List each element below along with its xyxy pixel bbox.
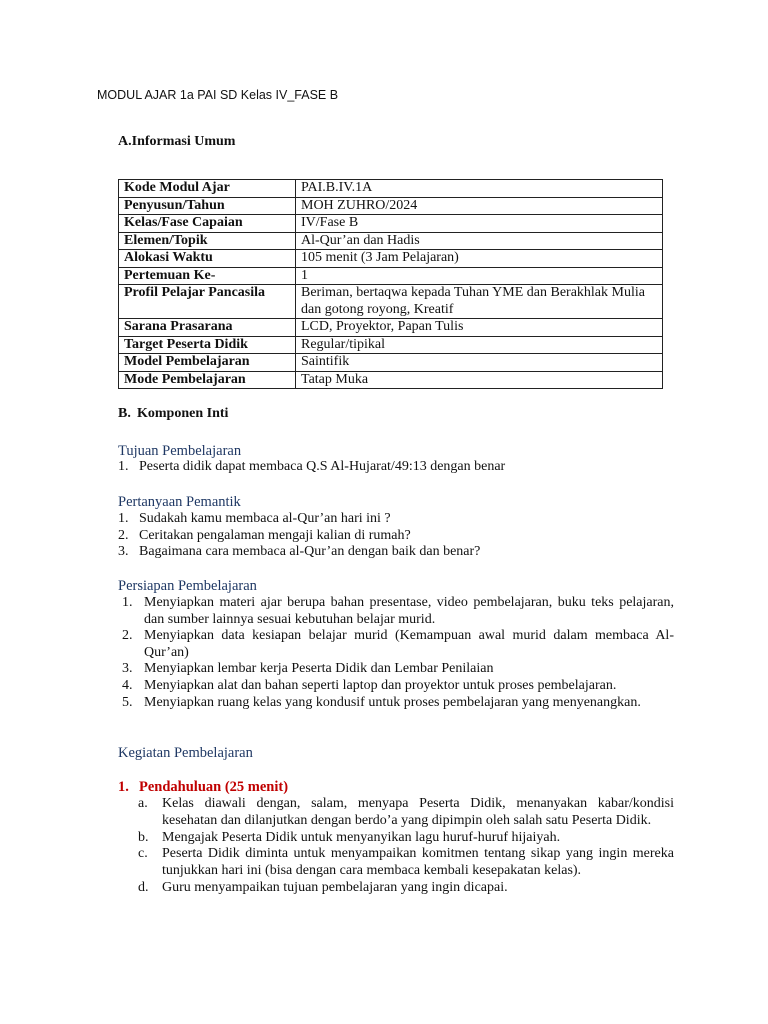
table-value: Al-Qur’an dan Hadis xyxy=(296,232,663,250)
pertanyaan-list xyxy=(118,511,674,561)
table-key: Kelas/Fase Capaian xyxy=(119,215,296,233)
tujuan-list xyxy=(118,459,674,476)
table-key: Kode Modul Ajar xyxy=(119,180,296,198)
pendahuluan-title: Pendahuluan (25 menit) xyxy=(139,779,289,795)
table-row xyxy=(119,354,663,372)
tujuan-heading: Tujuan Pembelajaran xyxy=(118,443,242,459)
list-item: 4. Menyiapkan alat dan bahan seperti laptop dan proyektor untuk proses pembelajaran. xyxy=(122,677,617,693)
list-item: a. Kelas diawali dengan, salam, menyapa Peserta Didik, menanyakan kabar/kondisi kesehatan dan dilanjutkan dengan berdo’a yang dipimpin oleh salah satu Peserta Didik. xyxy=(138,796,674,828)
table-row xyxy=(119,267,663,285)
table-key: Sarana Prasarana xyxy=(119,319,296,337)
table-key: Penyusun/Tahun xyxy=(119,197,296,215)
section-a-label: Informasi Umum xyxy=(131,134,236,149)
persiapan-heading: Persiapan Pembelajaran xyxy=(118,578,257,594)
table-value: Tatap Muka xyxy=(296,371,663,389)
info-table xyxy=(118,179,663,389)
pertanyaan-heading: Pertanyaan Pemantik xyxy=(118,494,241,510)
table-value: MOH ZUHRO/2024 xyxy=(296,197,663,215)
table-value: Beriman, bertaqwa kepada Tuhan YME dan Berakhlak Mulia dan gotong royong, Kreatif xyxy=(296,285,663,319)
kegiatan-heading: Kegiatan Pembelajaran xyxy=(118,745,253,761)
list-item: 1. Menyiapkan materi ajar berupa bahan presentase, video pembelajaran, buku teks pelajaran, dan sumber lainnya sesuai kebutuhan belajar murid. xyxy=(122,595,674,627)
table-key: Mode Pembelajaran xyxy=(119,371,296,389)
list-item: 5. Menyiapkan ruang kelas yang kondusif untuk proses pembelajaran yang menyenangkan. xyxy=(122,694,641,710)
table-row xyxy=(119,319,663,337)
section-b-label: Komponen Inti xyxy=(137,406,229,421)
list-item: b. Mengajak Peserta Didik untuk menyanyikan lagu huruf-huruf hijaiyah. xyxy=(138,829,561,845)
table-key: Pertemuan Ke- xyxy=(119,267,296,285)
table-row xyxy=(119,336,663,354)
persiapan-list xyxy=(118,595,674,711)
table-value: PAI.B.IV.1A xyxy=(296,180,663,198)
section-b-letter: B. xyxy=(118,406,131,421)
section-a-letter: A. xyxy=(118,134,132,149)
table-row xyxy=(119,371,663,389)
table-key: Profil Pelajar Pancasila xyxy=(119,285,296,319)
table-row xyxy=(119,197,663,215)
table-key: Elemen/Topik xyxy=(119,232,296,250)
document-header: MODUL AJAR 1a PAI SD Kelas IV_FASE B xyxy=(97,88,339,102)
table-key: Model Pembelajaran xyxy=(119,354,296,372)
pendahuluan-number: 1. xyxy=(118,779,129,795)
list-item: 2. Menyiapkan data kesiapan belajar murid (Kemampuan awal murid dalam membaca Al-Qur’an) xyxy=(122,628,674,660)
list-item: d. Guru menyampaikan tujuan pembelajaran yang ingin dicapai. xyxy=(138,879,508,895)
table-value: Saintifik xyxy=(296,354,663,372)
table-row xyxy=(119,180,663,198)
section-b-title xyxy=(118,406,228,422)
table-value: LCD, Proyektor, Papan Tulis xyxy=(296,319,663,337)
table-value: 105 menit (3 Jam Pelajaran) xyxy=(296,250,663,268)
pendahuluan-list xyxy=(138,796,674,897)
list-item: 1. Sudakah kamu membaca al-Qur’an hari ini ? xyxy=(118,511,391,526)
list-item: 3. Menyiapkan lembar kerja Peserta Didik dan Lembar Penilaian xyxy=(122,661,494,677)
table-value: Regular/tipikal xyxy=(296,336,663,354)
list-item: c. Peserta Didik diminta untuk menyampaikan komitmen tentang sikap yang ingin mereka tunjukkan hari ini (bisa dengan cara membaca kembali kesepakatan kelas). xyxy=(138,846,674,879)
list-item: 1. Peserta didik dapat membaca Q.S Al-Hujarat/49:13 dengan benar xyxy=(118,459,506,474)
table-row xyxy=(119,232,663,250)
table-key: Alokasi Waktu xyxy=(119,250,296,268)
section-a-title xyxy=(118,134,235,150)
list-item: 3. Bagaimana cara membaca al-Qur’an dengan baik dan benar? xyxy=(118,544,481,560)
list-item: 2. Ceritakan pengalaman mengaji kalian di rumah? xyxy=(118,527,411,543)
table-row xyxy=(119,250,663,268)
table-value: IV/Fase B xyxy=(296,215,663,233)
table-key: Target Peserta Didik xyxy=(119,336,296,354)
table-row xyxy=(119,285,663,319)
table-row xyxy=(119,215,663,233)
pendahuluan-heading xyxy=(118,779,288,796)
table-value: 1 xyxy=(296,267,663,285)
